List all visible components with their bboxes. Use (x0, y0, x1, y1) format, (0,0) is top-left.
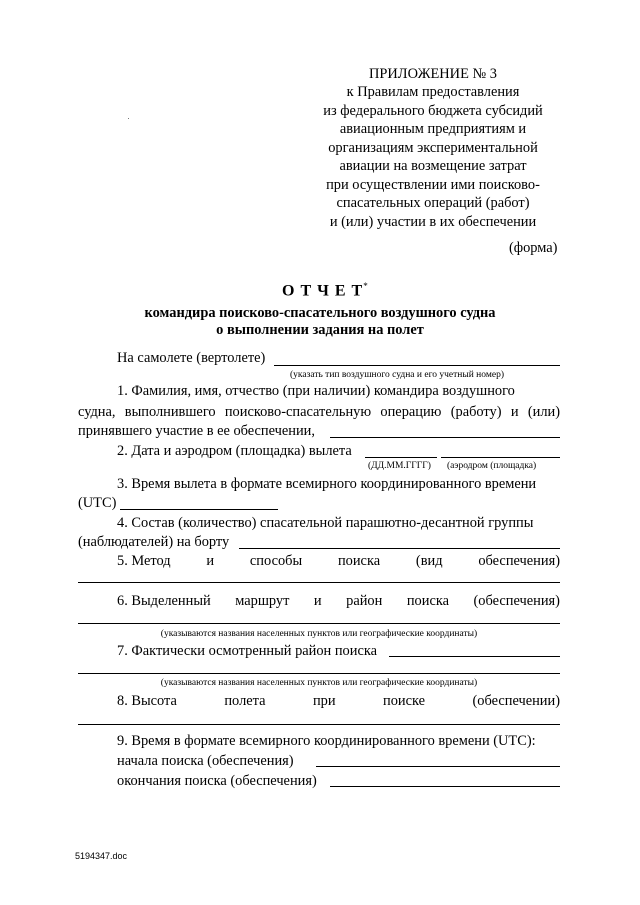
departure-date-field[interactable] (365, 457, 437, 458)
appendix-line: организациям экспериментальной (328, 140, 538, 156)
surveyed-area-field[interactable] (389, 656, 560, 657)
assigned-route-field[interactable] (78, 623, 560, 624)
item5-word: обеспечения) (478, 553, 560, 569)
airfield-hint: (аэродром (площадка) (447, 461, 537, 471)
item6-word: 6. Выделенный (117, 593, 211, 609)
search-end-label: окончания поиска (обеспечения) (117, 773, 317, 789)
report-title (282, 278, 369, 299)
item8-word: поиске (383, 693, 426, 709)
appendix-line: спасательных операций (работ) (336, 195, 530, 211)
item5-line (117, 553, 560, 570)
item6-line (117, 593, 560, 610)
report-title-text: О Т Ч Е Т (282, 282, 364, 300)
item6-word: поиска (406, 593, 449, 609)
appendix-line: и (или) участии в их обеспечении (329, 214, 537, 230)
item6-word: район (346, 593, 383, 609)
scan-speck (128, 118, 129, 119)
item1-line3: принявшего участие в ее обеспечении, (78, 423, 315, 439)
item3-line1: 3. Время вылета в формате всемирного координированного времени (117, 476, 537, 492)
item4-line2: (наблюдателей) на борту (78, 534, 230, 550)
appendix-line: авиационным предприятиям и (339, 121, 527, 137)
item2-label: 2. Дата и аэродром (площадка) вылета (117, 443, 352, 459)
search-end-field[interactable] (330, 786, 560, 787)
aircraft-hint: (указать тип воздушного судна и его учетный номер) (290, 370, 504, 380)
item6-hint: (указываются названия населенных пунктов или географические координаты) (160, 629, 478, 639)
item6-word: маршрут (235, 593, 290, 609)
report-subtitle-1: командира поисково-спасательного воздушного судна (144, 305, 496, 321)
date-hint: (ДД.ММ.ГГГГ) (368, 461, 431, 471)
item1-line1: 1. Фамилия, имя, отчество (при наличии) командира воздушного (117, 383, 515, 399)
item5-word: (вид (415, 553, 443, 569)
item5-word: способы (249, 553, 303, 569)
item8-word: при (312, 693, 336, 709)
item5-word: 5. Метод (117, 553, 171, 569)
footnote-mark: * (363, 281, 369, 291)
item6-word: (обеспечения) (473, 593, 560, 609)
item9-line1: 9. Время в формате всемирного координированного времени (UTC): (117, 733, 536, 749)
search-method-field[interactable] (78, 582, 560, 583)
item5-word: поиска (337, 553, 381, 569)
item8-word: (обеспечении) (472, 693, 560, 709)
search-start-field[interactable] (316, 766, 560, 767)
appendix-title: ПРИЛОЖЕНИЕ № 3 (369, 66, 497, 82)
item8-word: 8. Высота (117, 693, 177, 709)
appendix-line: авиации на возмещение затрат (339, 158, 527, 174)
aircraft-label: На самолете (вертолете) (117, 350, 266, 366)
report-subtitle-2: о выполнении задания на полет (216, 322, 424, 338)
departure-airfield-field[interactable] (441, 457, 560, 458)
item4-line1: 4. Состав (количество) спасательной парашютно-десантной группы (117, 515, 534, 531)
item6-word: и (313, 593, 322, 609)
item7-label: 7. Фактически осмотренный район поиска (117, 643, 377, 659)
departure-time-field[interactable] (120, 509, 278, 510)
search-start-label: начала поиска (обеспечения) (117, 753, 294, 769)
appendix-line: к Правилам предоставления (346, 84, 520, 100)
surveyed-area-field-2[interactable] (78, 673, 560, 674)
commander-name-field[interactable] (330, 437, 560, 438)
crew-count-field[interactable] (239, 548, 560, 549)
item7-hint: (указываются названия населенных пунктов или географические координаты) (160, 678, 478, 688)
search-altitude-field[interactable] (78, 724, 560, 725)
doc-id: 5194347.doc (75, 851, 128, 861)
item8-line (117, 693, 560, 710)
item5-word: и (206, 553, 215, 569)
item8-word: полета (224, 693, 266, 709)
appendix-line: из федерального бюджета субсидий (323, 103, 543, 119)
item3-line2: (UTC) (78, 495, 117, 511)
form-label: (форма) (509, 240, 558, 256)
item1-line2: судна, выполнившего поисково-спасательную операцию (работу) и (или) (78, 404, 560, 420)
appendix-line: при осуществлении ими поисково- (326, 177, 540, 193)
aircraft-field[interactable] (274, 365, 560, 366)
